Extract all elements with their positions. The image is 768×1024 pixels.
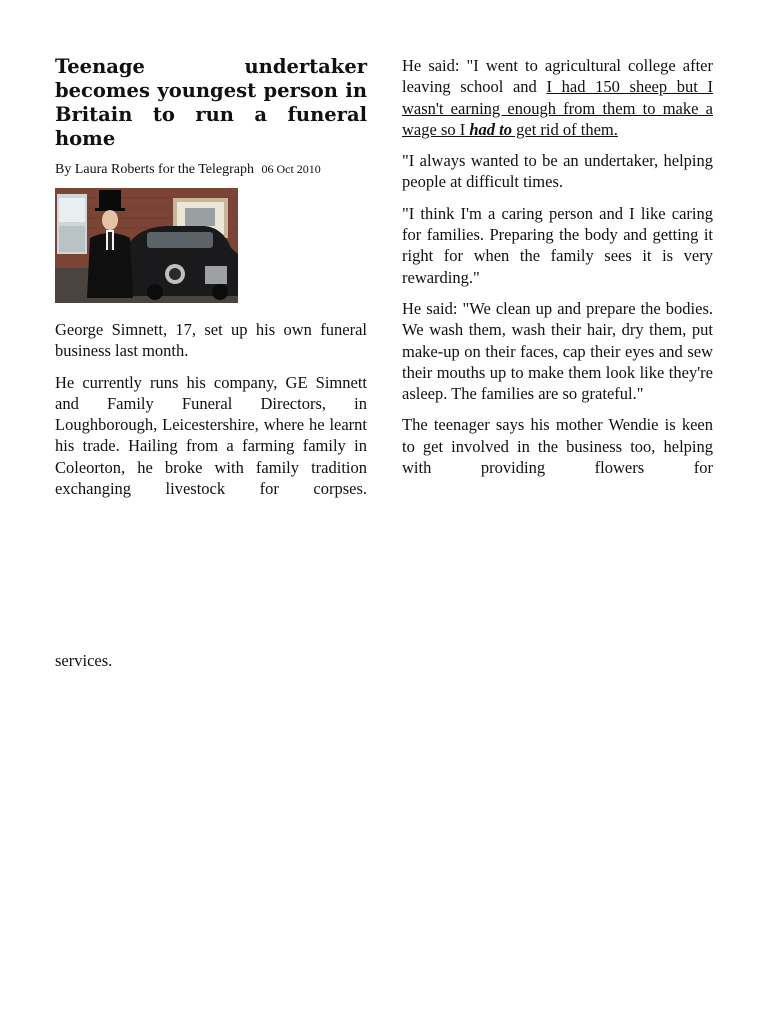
- byline: [55, 161, 367, 178]
- underlined-text-b: get rid of them.: [512, 119, 618, 139]
- byline-date: 06 Oct 2010: [261, 162, 321, 176]
- right-paragraph-3: "I think I'm a caring person and I like caring for families. Preparing the body and getting it right for when the family sees it is very rewarding.": [402, 203, 713, 287]
- right-paragraph-5: The teenager says his mother Wendie is keen to get involved in the business too, helping with providing flowers for: [402, 415, 713, 478]
- byline-author: By Laura Roberts for the Telegraph: [55, 162, 254, 177]
- headline: Teenage undertaker becomes youngest person in Britain to run a funeral home: [55, 55, 367, 150]
- right-column: [402, 55, 713, 488]
- article-photo: [55, 188, 238, 303]
- right-paragraph-4: He said: "We clean up and prepare the bodies. We wash them, wash their hair, dry them, put make-up on their faces, cap their eyes and sew their mouths up to make them look like they're asleep. The families are so grateful.": [402, 298, 713, 404]
- underlined-text-a: I had 150 sheep but I wasn't earning enough from them to make a wage so I: [402, 77, 714, 139]
- quote-intro: He said: "I went to agricultural college after leaving school and: [402, 56, 713, 97]
- left-paragraph-1: George Simnett, 17, set up his own funeral business last month.: [55, 320, 367, 361]
- photo-illustration: [55, 188, 238, 303]
- right-paragraph-2: "I always wanted to be an undertaker, helping people at difficult times.: [402, 151, 713, 192]
- left-paragraph-2: He currently runs his company, GE Simnett and Family Funeral Directors, in Loughborough, Leicestershire, where he learnt his trade. Hailing from a farming family in Coleorton, he broke with family tradition exchanging livestock for corpses.: [55, 372, 367, 499]
- emphasized-text: had to: [469, 119, 512, 139]
- trailing-word: services.: [55, 651, 113, 670]
- left-column: [55, 55, 367, 509]
- right-paragraph-1: [402, 55, 713, 140]
